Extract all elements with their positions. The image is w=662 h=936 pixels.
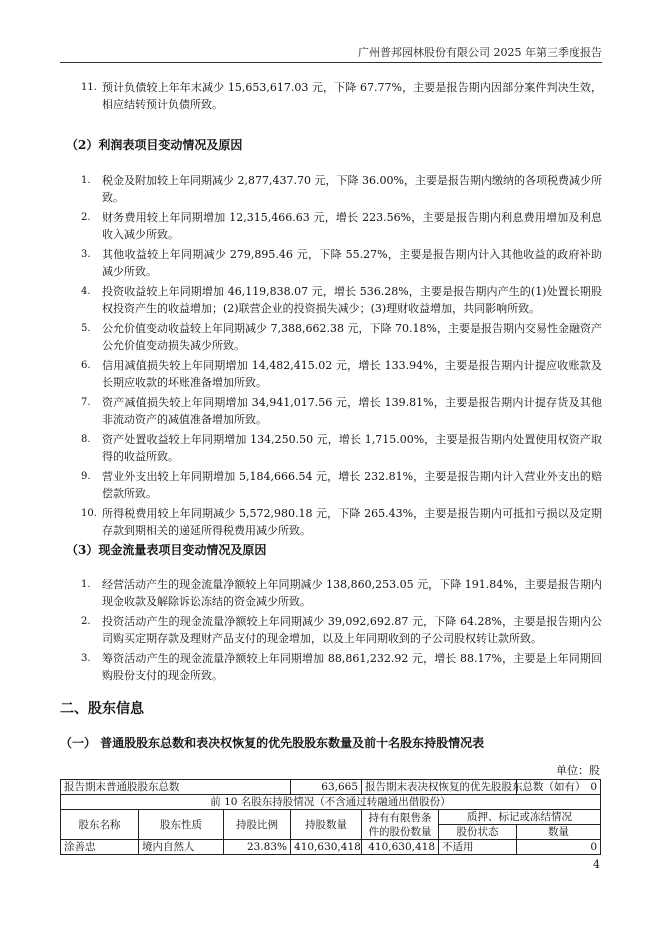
list-item: 5. 公允价值变动收益较上年同期减少 7,388,662.38 元，下降 70.18%，主要是报告期内交易性金融资产公允价值变动损失减少所致。: [81, 322, 602, 352]
col-header-pledge-group: 质押、标记或冻结情况: [439, 810, 601, 825]
cell-shares: 410,630,418: [291, 840, 362, 855]
page-number: 4: [593, 858, 600, 871]
list-item: 3. 筹资活动产生的现金流量净额较上年同期增加 88,861,232.92 元，增长 88.17%，主要是上年同期回购股份支付的现金所致。: [81, 652, 602, 682]
list-item: 1. 经营活动产生的现金流量净额较上年同期减少 138,860,253.05 元，下降 191.84%，主要是报告期内现金收款及解除诉讼冻结的资金减少所致。: [81, 578, 602, 608]
cell-status: 不适用: [439, 840, 517, 855]
shareholders-heading: 二、股东信息: [60, 701, 144, 717]
list-item: 11. 预计负债较上年年末减少 15,653,617.03 元，下降 67.77%，主要是报告期内因部分案件判决生效，相应结转预计负债所致。: [81, 81, 602, 111]
col-header-pledge-status: 股份状态: [439, 825, 517, 840]
balance-items-list: [60, 79, 602, 116]
list-item: 2. 财务费用较上年同期增加 12,315,466.63 元，增长 223.56%，主要是报告期内利息费用增加及利息收入减少所致。: [81, 211, 602, 241]
table-row: [61, 780, 601, 795]
cashflow-items-list: [60, 576, 602, 687]
shareholders-subheading: （一） 普通股股东总数和表决权恢复的优先股股东数量及前十名股东持股情况表: [60, 736, 485, 750]
list-item: 2. 投资活动产生的现金流量净额较上年同期减少 39,092,692.87 元，下降 64.28%，主要是报告期内公司购买定期存款及理财产品支付的现金增加，以及上年同期收到的子公司股权转让款所致。: [81, 615, 602, 645]
total-holders-value: 63,665: [291, 780, 362, 795]
col-header-nature: 股东性质: [139, 810, 224, 840]
header-rule: [60, 62, 602, 63]
cashflow-section-title: （3）现金流量表项目变动情况及原因: [66, 543, 267, 557]
col-header-shares: 持股数量: [291, 810, 362, 840]
report-header: 广州普邦园林股份有限公司 2025 年第三季度报告: [358, 46, 602, 59]
unit-label: 单位：股: [556, 764, 600, 777]
shareholders-table: [60, 779, 601, 855]
cell-restricted: 410,630,418: [362, 840, 439, 855]
cell-nature: 境内自然人: [139, 840, 224, 855]
table-row: [61, 840, 601, 855]
preferred-holders-value: 0: [517, 780, 601, 795]
list-item: 4. 投资收益较上年同期增加 46,119,838.07 元，增长 536.28%，主要是报告期内产生的(1)处置长期股权投资产生的收益增加；(2)联营企业的投资损失减少；(3)理财收益增加，共同影响所致。: [81, 285, 602, 315]
table-header-row: [61, 810, 601, 825]
cell-ratio: 23.83%: [224, 840, 291, 855]
list-item: 10. 所得税费用较上年同期减少 5,572,980.18 元，下降 265.43%，主要是报告期内可抵扣亏损以及定期存款到期相关的递延所得税费用减少所致。: [81, 507, 602, 537]
list-item: 8. 资产处置收益较上年同期增加 134,250.50 元，增长 1,715.00%，主要是报告期内处置使用权资产取得的收益所致。: [81, 433, 602, 463]
col-header-pledge-qty: 数量: [517, 825, 601, 840]
top10-caption: 前 10 名股东持股情况（不含通过转融通出借股份）: [61, 795, 601, 810]
preferred-holders-label: 报告期末表决权恢复的优先股股东总数（如有）: [362, 780, 517, 795]
col-header-ratio: 持股比例: [224, 810, 291, 840]
income-section-title: （2）利润表项目变动情况及原因: [66, 138, 243, 152]
cell-name: 涂善忠: [61, 840, 139, 855]
income-items-list: [60, 172, 602, 542]
cell-qty: 0: [517, 840, 601, 855]
list-item: 7. 资产减值损失较上年同期增加 34,941,017.56 元，增长 139.81%，主要是报告期内计提存货及其他非流动资产的减值准备增加所致。: [81, 396, 602, 426]
list-item: 3. 其他收益较上年同期减少 279,895.46 元，下降 55.27%，主要是报告期内计入其他收益的政府补助减少所致。: [81, 248, 602, 278]
col-header-restricted: 持有有限售条件的股份数量: [362, 810, 439, 840]
col-header-name: 股东名称: [61, 810, 139, 840]
list-item: 1. 税金及附加较上年同期减少 2,877,437.70 元，下降 36.00%，主要是报告期内缴纳的各项税费减少所致。: [81, 174, 602, 204]
list-item: 9. 营业外支出较上年同期增加 5,184,666.54 元，增长 232.81%，主要是报告期内计入营业外支出的赔偿款所致。: [81, 470, 602, 500]
table-row: [61, 795, 601, 810]
list-item: 6. 信用减值损失较上年同期增加 14,482,415.02 元，增长 133.94%，主要是报告期内计提应收账款及长期应收款的坏账准备增加所致。: [81, 359, 602, 389]
total-holders-label: 报告期末普通股股东总数: [61, 780, 291, 795]
